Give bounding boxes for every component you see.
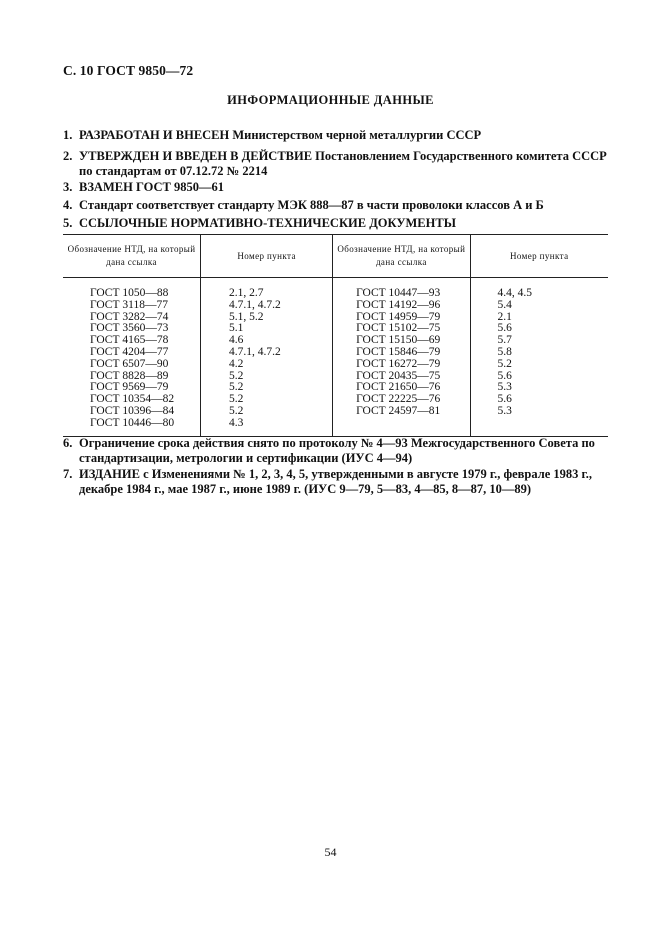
table-cell-point: 5.8 [497,345,512,358]
table-cell-point: 5.1, 5.2 [229,310,264,323]
column-header-point-right: Номер пункта [470,235,608,278]
item-number: 6. [63,436,73,450]
table-cell-point: 5.7 [497,334,512,347]
table-cell-doc: ГОСТ 3282—74 [90,310,169,323]
table-cell-doc: ГОСТ 10447—93 [356,287,441,299]
item-number: 1. [63,128,73,142]
right-docs-column [333,288,469,418]
item-7 [63,467,608,497]
table-cell-doc: ГОСТ 3118—77 [90,298,168,311]
table-cell-doc: ГОСТ 1050—88 [90,287,169,299]
page-header: С. 10 ГОСТ 9850—72 [63,63,194,78]
table-cell-doc: ГОСТ 15846—79 [356,345,441,358]
table-cell-point: 5.1 [229,322,244,335]
column-header-doc-right: Обозначение НТД, на который дана ссылка [333,235,470,278]
item-text: РАЗРАБОТАН И ВНЕСЕН Министерством черной металлургии СССР [79,128,482,142]
table-cell-doc: ГОСТ 6507—90 [90,357,169,370]
table-cell-point: 4.6 [229,334,244,347]
table-cell-doc: ГОСТ 22225—76 [356,393,441,406]
item-2 [63,149,608,179]
item-5 [63,216,608,231]
table-cell-doc: ГОСТ 15102—75 [356,322,441,335]
table-cell-point: 5.4 [497,298,512,311]
table-cell-point: 5.2 [229,369,244,382]
table-cell-point: 5.3 [497,404,512,417]
table-cell-doc: ГОСТ 4204—77 [90,345,169,358]
table-cell-doc: ГОСТ 3560—73 [90,322,169,335]
column-header-doc-left: Обозначение НТД, на который дана ссылка [63,235,201,278]
table-cell-doc: ГОСТ 10396—84 [90,404,175,417]
item-number: 3. [63,180,73,194]
left-docs-column [63,288,200,430]
section-title: ИНФОРМАЦИОННЫЕ ДАННЫЕ [227,93,434,107]
references-table [63,234,608,437]
table-cell-point: 4.2 [229,357,244,370]
table-cell-doc: ГОСТ 15150—69 [356,334,441,347]
table-cell-point: 5.6 [497,322,512,335]
item-3 [63,180,608,195]
table-cell-doc: ГОСТ 10446—80 [90,416,175,429]
item-text: ССЫЛОЧНЫЕ НОРМАТИВНО-ТЕХНИЧЕСКИЕ ДОКУМЕНТЫ [79,216,456,230]
item-6 [63,436,608,466]
table-cell-doc: ГОСТ 20435—75 [356,369,441,382]
item-1 [63,128,608,143]
table-cell-doc: ГОСТ 10354—82 [90,393,175,406]
table-cell-point: 2.1, 2.7 [229,287,264,299]
item-text: ИЗДАНИЕ с Изменениями № 1, 2, 3, 4, 5, утвержденными в августе 1979 г., феврале 1983 г., декабре 1984 г., мае 1987 г., июне 1989 г. (ИУС 9—79, 5—83, 4—85, 8—87, 10—89) [79,467,593,496]
column-header-point-left: Номер пункта [201,235,333,278]
table-cell-point: 4.7.1, 4.7.2 [229,298,281,311]
table-cell-doc: ГОСТ 9569—79 [90,381,169,394]
table-cell-point: 5.2 [497,357,512,370]
table-cell-point: 2.1 [497,310,512,323]
item-number: 5. [63,216,73,230]
table-cell-doc: ГОСТ 14959—79 [356,310,441,323]
item-text: УТВЕРЖДЕН И ВВЕДЕН В ДЕЙСТВИЕ Постановлением Государственного комитета СССР по стандартам от 07.12.72 № 2214 [79,149,607,178]
item-number: 7. [63,467,73,481]
table-cell-point: 5.6 [497,393,512,406]
table-cell-doc: ГОСТ 16272—79 [356,357,441,370]
table-cell-point: 5.3 [497,381,512,394]
table-cell-doc: ГОСТ 21650—76 [356,381,441,394]
table-cell-point: 4.4, 4.5 [497,287,533,299]
right-points-column [471,288,608,418]
table-header-row [63,235,608,278]
item-4 [63,198,608,213]
table-cell-point: 4.3 [229,416,244,429]
table-cell-point: 5.2 [229,404,244,417]
table-cell-point: 5.6 [497,369,512,382]
table-body-row [63,278,608,437]
table-cell-doc: ГОСТ 24597—81 [356,404,441,417]
table-cell-doc: ГОСТ 14192—96 [356,298,441,311]
item-text: ВЗАМЕН ГОСТ 9850—61 [79,180,224,194]
item-number: 4. [63,198,73,212]
table-cell-point: 5.2 [229,381,244,394]
table-cell-point: 4.7.1, 4.7.2 [229,345,281,358]
table-cell-doc: ГОСТ 4165—78 [90,334,169,347]
left-points-column [201,288,332,430]
table-cell-doc: ГОСТ 8828—89 [90,369,169,382]
page-number: 54 [324,845,337,859]
item-text: Стандарт соответствует стандарту МЭК 888—87 в части проволоки классов А и Б [79,198,544,212]
item-text: Ограничение срока действия снято по протоколу № 4—93 Межгосударственного Совета по стандартизации, метрологии и сертификации (ИУС 4—94) [79,436,595,465]
item-number: 2. [63,149,73,163]
table-cell-point: 5.2 [229,393,244,406]
